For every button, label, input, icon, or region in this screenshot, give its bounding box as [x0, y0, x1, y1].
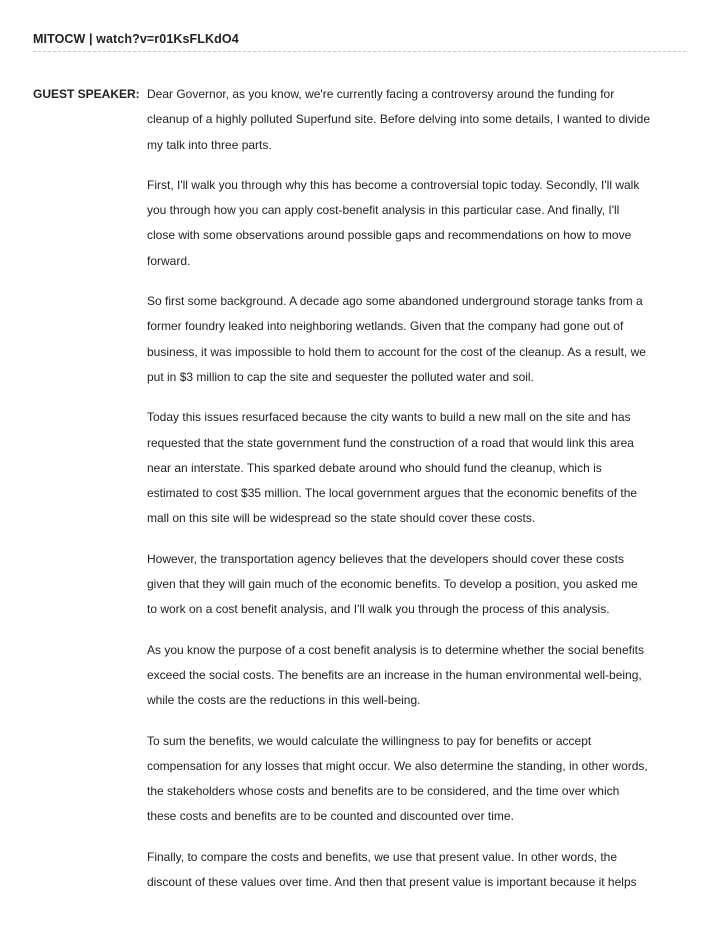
transcript-paragraph: So first some background. A decade ago some abandoned underground storage tanks from a former foundry leaked into neighboring wetlands. Given that the company had gone out of business, it was impossible to hold them to account for the cost of the cleanup. As a result, we put in $3 million to cap the site and sequester the polluted water and soil.: [147, 294, 646, 384]
transcript-paragraph: First, I'll walk you through why this has become a controversial topic today. Secondly, I'll walk you through how you can apply cost-benefit analysis in this particular case. And finally, I'll close with some observations around possible gaps and recommendations on how to move forward.: [147, 177, 640, 268]
transcript-paragraph: However, the transportation agency believes that the developers should cover these costs given that they will gain much of the economic benefits. To develop a position, you asked me to work on a cost benefit analysis, and I'll walk you through the process of this analysis.: [147, 551, 638, 617]
transcript-paragraph: Today this issues resurfaced because the city wants to build a new mall on the site and has requested that the state government fund the construction of a road that would link this area near an interstate. This sparked debate around who should fund the cleanup, which is estimated to cost $35 million. The local government argues that the economic benefits of the mall on this site will be widespread so the state should cover these costs.: [147, 410, 638, 526]
transcript-body: [147, 82, 693, 910]
transcript-paragraph: As you know the purpose of a cost benefit analysis is to determine whether the social benefits exceed the social costs. The benefits are an increase in the human environmental well-being, while the costs are the reductions in this well-being.: [147, 642, 644, 708]
page-header: [33, 31, 686, 52]
speaker-label: GUEST SPEAKER:: [33, 87, 140, 101]
document-title: MITOCW | watch?v=r01KsFLKdO4: [33, 32, 239, 46]
transcript-paragraph: Dear Governor, as you know, we're currently facing a controversy around the funding for cleanup of a highly polluted Superfund site. Before delving into some details, I wanted to divide my talk into three parts.: [147, 87, 650, 152]
transcript-paragraph: Finally, to compare the costs and benefits, we use that present value. In other words, the discount of these values over time. And then that present value is important because it helps: [147, 849, 637, 890]
transcript-paragraph: To sum the benefits, we would calculate the willingness to pay for benefits or accept compensation for any losses that might occur. We also determine the standing, in other words, the stakeholders whose costs and benefits are to be considered, and the time over which these costs and benefits are to be counted and discounted over time.: [147, 733, 648, 824]
